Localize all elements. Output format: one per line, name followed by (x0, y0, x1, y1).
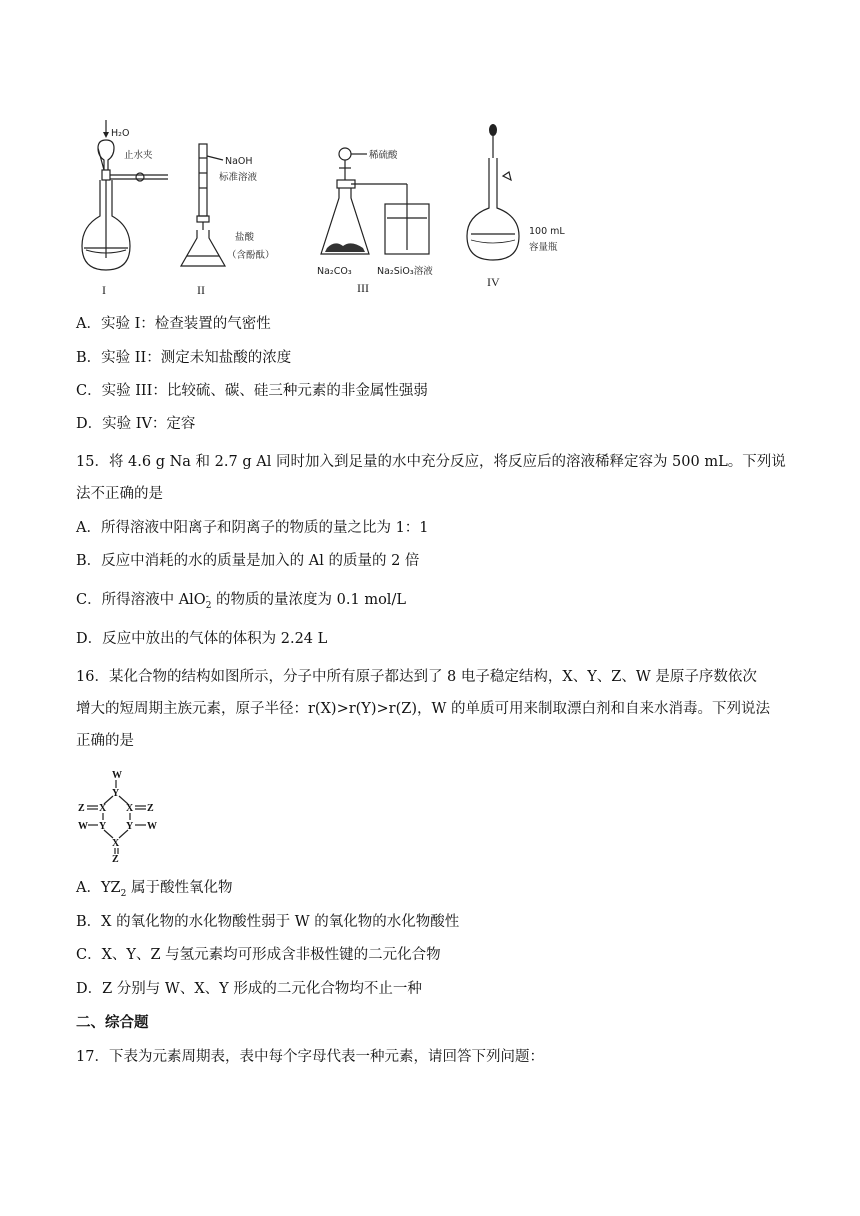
svg-text:标准溶液: 标准溶液 (219, 172, 258, 183)
q17-stem: 17．下表为元素周期表，表中每个字母代表一种元素，请回答下列问题： (76, 1049, 544, 1065)
figure-2-titration (175, 118, 295, 296)
q16-stem-line2: 增大的短周期主族元素，原子半径：r(X)>r(Y)>r(Z)，W 的单质可用来制取漂白剂和自来水消毒。下列说法 (76, 701, 771, 717)
svg-text:Y: Y (112, 788, 120, 799)
svg-text:（含酚酞）: （含酚酞） (227, 250, 275, 261)
svg-text:Y: Y (126, 821, 134, 832)
q15-option-c-pre: C．所得溶液中 AlO (76, 592, 206, 608)
figure-3-nonmetal-comparison (315, 140, 475, 296)
q16-option-a (76, 878, 232, 904)
q16-option-b: B．X 的氧化物的水化物酸性弱于 W 的氧化物的水化物酸性 (76, 914, 460, 930)
svg-text:Y: Y (99, 821, 107, 832)
q16-option-c: C．X、Y、Z 与氢元素均可形成含非极性键的二元化合物 (76, 947, 441, 963)
svg-text:盐酸: 盐酸 (235, 232, 255, 243)
svg-text:止水夹: 止水夹 (124, 150, 153, 161)
svg-text:Na₂SiO₃溶液: Na₂SiO₃溶液 (377, 266, 433, 277)
svg-text:II: II (197, 283, 205, 296)
q16-option-a-post: 属于酸性氧化物 (126, 880, 233, 896)
q15-stem-line1: 15．将 4.6 g Na 和 2.7 g Al 同时加入到足量的水中充分反应，将反应后的溶液稀释定容为 500 mL。下列说 (76, 454, 786, 470)
svg-text:I: I (102, 283, 106, 296)
q14-option-c: C．实验 III：比较硫、碳、硅三种元素的非金属性强弱 (76, 383, 428, 399)
q16-stem-line3: 正确的是 (76, 733, 134, 749)
svg-text:W: W (78, 821, 88, 832)
svg-text:Z: Z (112, 854, 119, 862)
q15-option-a: A．所得溶液中阳离子和阴离子的物质的量之比为 1：1 (76, 520, 429, 536)
svg-text:III: III (357, 281, 369, 295)
svg-text:100 mL: 100 mL (529, 226, 565, 237)
q15-option-d: D．反应中放出的气体的体积为 2.24 L (76, 631, 328, 647)
q16-option-d: D．Z 分别与 W、X、Y 形成的二元化合物均不止一种 (76, 981, 422, 997)
figure-1-airtightness (80, 118, 180, 296)
svg-text:X: X (126, 803, 134, 814)
svg-text:Na₂CO₃: Na₂CO₃ (317, 266, 352, 277)
q15-stem-line2: 法不正确的是 (76, 486, 163, 502)
svg-text:Z: Z (78, 803, 85, 814)
q15-option-c (76, 590, 406, 611)
section-2-heading: 二、综合题 (76, 1014, 149, 1031)
svg-text:IV: IV (487, 275, 500, 289)
figure-4-volumetric-flask (465, 118, 575, 296)
svg-text:X: X (112, 838, 120, 849)
q16-option-a-sub: 2 (120, 888, 127, 899)
q14-option-b: B．实验 II：测定未知盐酸的浓度 (76, 350, 292, 366)
q16-option-a-pre: A．YZ (76, 880, 121, 896)
q15-option-c-sup: - (205, 592, 209, 602)
svg-text:W: W (112, 770, 122, 781)
svg-text:NaOH: NaOH (225, 156, 253, 167)
svg-text:Z: Z (147, 803, 154, 814)
q16-stem-line1: 16．某化合物的结构如图所示，分子中所有原子都达到了 8 电子稳定结构，X、Y、Z、W 是原子序数依次 (76, 669, 757, 685)
svg-text:X: X (99, 803, 107, 814)
q14-option-a: A．实验 I：检查装置的气密性 (76, 316, 271, 332)
svg-text:稀硫酸: 稀硫酸 (369, 150, 398, 161)
q16-molecular-structure (76, 766, 166, 862)
svg-text:W: W (147, 821, 157, 832)
svg-text:容量瓶: 容量瓶 (529, 242, 558, 253)
q15-option-c-post: 的物质的量浓度为 0.1 mol/L (211, 592, 406, 608)
experiment-figures (70, 118, 590, 296)
svg-text:H₂O: H₂O (111, 128, 130, 139)
q14-option-d: D．实验 IV：定容 (76, 416, 196, 432)
q15-option-b: B．反应中消耗的水的质量是加入的 Al 的质量的 2 倍 (76, 553, 420, 569)
q15-option-c-sub: 2 (205, 601, 212, 611)
